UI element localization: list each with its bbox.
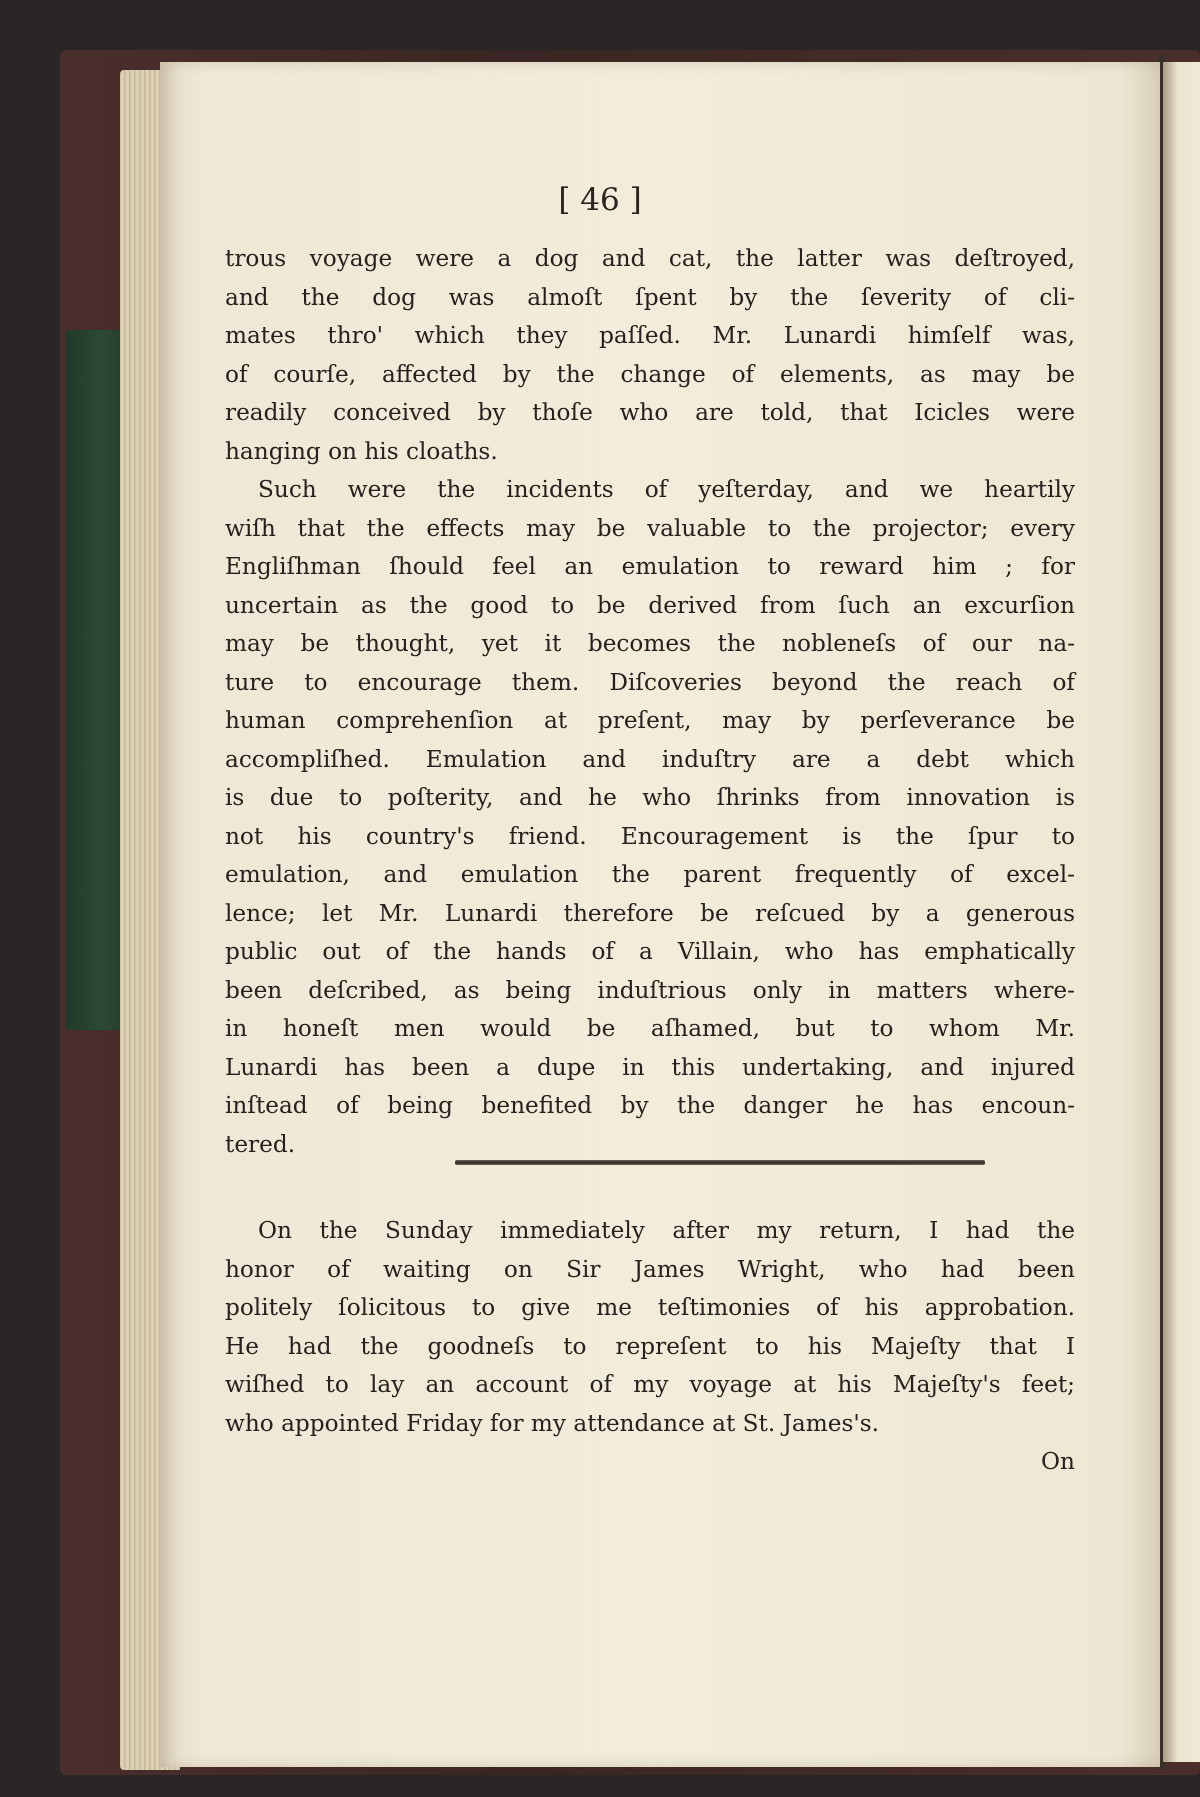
text-line: of courſe, affected by the change of elements, as may be xyxy=(225,360,1075,388)
section-divider-rule xyxy=(455,1160,985,1165)
text-line: not his country's friend. Encouragement is the ſpur to xyxy=(225,822,1075,850)
text-line: mates thro' which they paſſed. Mr. Lunardi himſelf was, xyxy=(225,322,1075,349)
text-line: Such were the incidents of yeſterday, and we heartily xyxy=(258,476,1075,503)
text-line: accompliſhed. Emulation and induſtry are a debt which xyxy=(225,745,1075,773)
text-line: lence; let Mr. Lunardi therefore be reſcued by a generous xyxy=(225,899,1075,927)
text-line: human comprehenſion at preſent, may by perſeverance be xyxy=(225,707,1075,734)
text-line: is due to poſterity, and he who ſhrinks from innovation is xyxy=(225,784,1075,811)
text-line: readily conceived by thoſe who are told, that Icicles were xyxy=(225,399,1075,426)
body-text-bottom xyxy=(225,1212,1075,1482)
text-line: may be thought, yet it becomes the nobleneſs of our na- xyxy=(225,630,1075,657)
text-line: ture to encourage them. Diſcoveries beyond the reach of xyxy=(225,668,1075,696)
text-line: honor of waiting on Sir James Wright, who had been xyxy=(225,1255,1075,1283)
text-line: Lunardi has been a dupe in this undertaking, and injured xyxy=(225,1053,1075,1081)
page-number: [ 46 ] xyxy=(558,182,642,218)
text-line: wiſh that the effects may be valuable to the projector; every xyxy=(225,514,1075,542)
text-line: hanging on his cloaths. xyxy=(225,437,498,465)
text-line: wiſhed to lay an account of my voyage at his Majeſty's feet; xyxy=(225,1371,1075,1398)
text-line: He had the goodneſs to repreſent to his Majeſty that I xyxy=(225,1332,1075,1360)
body-text-top xyxy=(225,240,1075,1164)
text-line: emulation, and emulation the parent frequently of excel- xyxy=(225,861,1075,888)
text-line: been deſcribed, as being induſtrious only in matters where- xyxy=(225,976,1075,1004)
catchword: On xyxy=(1041,1448,1075,1475)
text-line: Engliſhman ſhould feel an emulation to reward him ; for xyxy=(225,553,1075,580)
text-line: uncertain as the good to be derived from ſuch an excurſion xyxy=(225,591,1075,619)
text-line: inſtead of being benefited by the danger he has encoun- xyxy=(225,1092,1075,1119)
text-line: and the dog was almoſt ſpent by the ſeverity of cli- xyxy=(225,283,1075,311)
text-line: in honeſt men would be aſhamed, but to whom Mr. xyxy=(225,1015,1075,1042)
facing-page-edge xyxy=(1163,62,1200,1762)
text-line: On the Sunday immediately after my return, I had the xyxy=(258,1217,1075,1244)
text-line: politely ſolicitous to give me teſtimonies of his approbation. xyxy=(225,1294,1075,1321)
text-line: trous voyage were a dog and cat, the latter was deſtroyed, xyxy=(225,245,1075,272)
text-line: tered. xyxy=(225,1130,296,1158)
text-line: who appointed Friday for my attendance at St. James's. xyxy=(225,1409,879,1437)
text-line: public out of the hands of a Villain, who has emphatically xyxy=(225,938,1075,965)
